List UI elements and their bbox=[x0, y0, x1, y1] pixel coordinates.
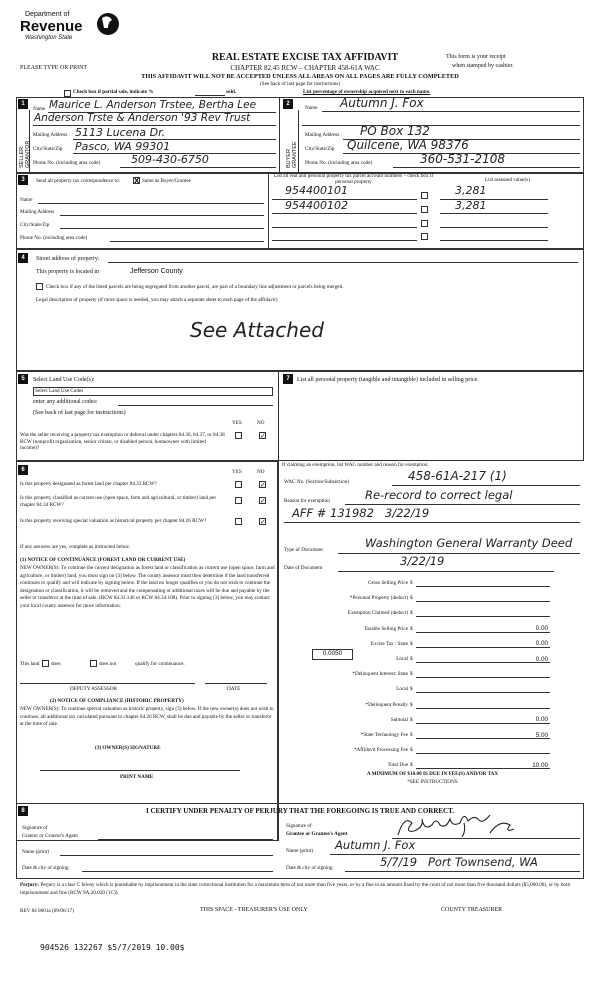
if-any-yes: If any answers are yes, complete as instructed below. bbox=[20, 544, 131, 550]
same-as-buyer-checkbox[interactable]: X bbox=[134, 177, 140, 185]
section5-no-header: NO bbox=[257, 420, 265, 426]
partial-sale-checkbox[interactable] bbox=[64, 90, 71, 97]
assessed-value-1[interactable]: 3,281 bbox=[455, 184, 487, 197]
form-number: REV 84 0001a (09/06/17) bbox=[20, 908, 74, 914]
section-5-number: 5 bbox=[18, 374, 28, 384]
tax-row-label: Excise Tax : State bbox=[370, 640, 408, 647]
parcel-header: List all real and personal property tax parcel account numbers – check box if personal property bbox=[273, 173, 434, 185]
seller-city-label: City/State/Zip bbox=[33, 146, 63, 152]
buyer-phone-label: Phone No. (including area code) bbox=[305, 160, 373, 166]
parcel-2-personal-checkbox[interactable] bbox=[421, 206, 428, 213]
owner-signature-label: (3) OWNER(S) SIGNATURE bbox=[95, 745, 161, 751]
tax-row-value[interactable]: 0.00 bbox=[535, 625, 548, 633]
tax-row-dollar: $ bbox=[410, 686, 413, 693]
segregated-checkbox[interactable] bbox=[36, 283, 43, 290]
tax-row-dollar: $ bbox=[410, 625, 413, 632]
seller-city[interactable]: Pasco, WA 99301 bbox=[75, 140, 171, 153]
tax-row-dollar: $ bbox=[410, 656, 413, 662]
segregated-label: Check box if any of the listed parcels are being segregated from another parcel, are part of a boundary line adjustment or parcels being merged. bbox=[46, 284, 344, 290]
buyer-phone[interactable]: 360-531-2108 bbox=[420, 152, 506, 166]
does-not-label: does not bbox=[99, 661, 117, 667]
tax-row-label: *Delinquent Penalty bbox=[365, 701, 408, 708]
corr-mailing-label: Mailing Address bbox=[20, 209, 55, 215]
buyer-city-label: City/State/Zip bbox=[305, 146, 335, 152]
reason-line2[interactable]: AFF # 131982 3/22/19 bbox=[292, 506, 430, 520]
treasurer-use: THIS SPACE - TREASURER'S USE ONLY bbox=[200, 907, 308, 913]
tax-row-label: *State Technology Fee bbox=[360, 732, 408, 738]
tax-row-dollar: $ bbox=[410, 595, 413, 602]
deputy-date-label: DATE bbox=[227, 686, 241, 692]
exemption-no-checkbox[interactable]: ✓ bbox=[260, 432, 266, 440]
warning-text: THIS AFFIDAVIT WILL NOT BE ACCEPTED UNLESS ALL AREAS ON ALL PAGES ARE FULLY COMPLETED bbox=[141, 73, 459, 80]
tax-row-label: Taxable Selling Price bbox=[363, 625, 408, 632]
grantee-name-label: Name (print) bbox=[286, 848, 313, 854]
forest-yes-checkbox[interactable] bbox=[235, 481, 242, 488]
please-type: PLEASE TYPE OR PRINT bbox=[20, 65, 88, 71]
tax-row-dollar: $ bbox=[410, 610, 413, 617]
tax-row-label: Subtotal bbox=[390, 716, 408, 723]
assessed-value-2[interactable]: 3,281 bbox=[455, 199, 487, 212]
tax-row-dollar: $ bbox=[410, 762, 413, 769]
qualify-label: qualify for continuance. bbox=[135, 661, 185, 667]
dor-line2: Revenue bbox=[20, 18, 83, 35]
tax-row-value[interactable]: 10.00 bbox=[532, 761, 548, 769]
print-name-label: PRINT NAME bbox=[120, 774, 154, 780]
legal-description[interactable]: See Attached bbox=[190, 318, 324, 342]
tax-row-label: Total Due bbox=[387, 762, 408, 769]
corr-phone-label: Phone No. (including area code) bbox=[20, 235, 88, 241]
seller-name-line1[interactable]: Maurice L. Anderson Trstee, Bertha Lee bbox=[49, 99, 257, 111]
section-7-number: 7 bbox=[283, 374, 293, 384]
tax-row-line bbox=[416, 601, 550, 602]
corr-name-label: Name bbox=[20, 197, 33, 203]
cashier-stamp: 904526 132267 $5/7/2019 10.00$ bbox=[40, 943, 185, 952]
county-name[interactable]: Jefferson County bbox=[130, 268, 183, 275]
parcel-number-1[interactable]: 954400101 bbox=[285, 184, 348, 197]
land-does-checkbox[interactable] bbox=[42, 660, 49, 667]
doc-date-value[interactable]: 3/22/19 bbox=[400, 554, 445, 568]
seller-mailing-label: Mailing Address bbox=[33, 132, 68, 138]
parcel-4-personal-checkbox[interactable] bbox=[421, 233, 428, 240]
perjury-title: Perjury: bbox=[20, 882, 40, 888]
seller-phone[interactable]: 509-430-6750 bbox=[131, 153, 209, 166]
tax-row-label: Exemption Claimed (deduct) bbox=[347, 610, 408, 617]
ownership-label: List percentage of ownership acquired next to each name. bbox=[303, 89, 431, 95]
forest-question: Is this property designated as forest land per chapter 84.33 RCW? bbox=[20, 481, 157, 487]
tax-row-value[interactable]: 5.00 bbox=[535, 731, 548, 739]
parcel-1-personal-checkbox[interactable] bbox=[421, 192, 428, 199]
grantor-date-label: Date & city of signing: bbox=[22, 865, 70, 871]
see-instructions-note: *SEE INSTRUCTIONS bbox=[407, 779, 458, 785]
tax-row-label: Gross Selling Price bbox=[367, 580, 408, 586]
form-chapter: CHAPTER 82.45 RCW – CHAPTER 458-61A WAC bbox=[230, 64, 380, 72]
tax-row-dollar: $ bbox=[410, 716, 413, 723]
tax-row-line bbox=[416, 753, 550, 754]
legal-description-label: Legal description of property (if more space is needed, you may attach a separate sheet to each page of the affidavit) bbox=[36, 297, 278, 303]
buyer-mailing-label: Mailing Address bbox=[305, 132, 340, 138]
grantee-date-city[interactable]: 5/7/19 Port Townsend, WA bbox=[380, 855, 538, 869]
land-does-not-checkbox[interactable] bbox=[90, 660, 97, 667]
notice-compliance-body: NEW OWNER(S): To continue special valuation as historic property, sign (3) below. If the new owner(s) does not wish to continue, all additional tax calculated pursuant to chapter 84.26 RCW, shall be due and payable by the seller or transferor at the time of sale. bbox=[20, 706, 274, 727]
tax-row-dollar: $ bbox=[410, 732, 413, 738]
tax-row-value[interactable]: 0.00 bbox=[535, 716, 548, 724]
notice-continuance-title: (1) NOTICE OF CONTINUANCE (FOREST LAND OR CURRENT USE) bbox=[20, 557, 186, 563]
tax-row-label: Local bbox=[396, 686, 408, 693]
dor-logo bbox=[20, 6, 120, 52]
grantee-date-label: Date & city of signing: bbox=[286, 865, 334, 871]
local-rate-value: 0.0050 bbox=[322, 650, 343, 657]
receipt-line1: This form is your receipt bbox=[446, 54, 506, 60]
tax-row-line bbox=[416, 708, 550, 709]
tax-row-line bbox=[416, 616, 550, 617]
grantor-sig-label-b: Grantor or Grantor's Agent bbox=[22, 833, 78, 839]
perjury-note bbox=[20, 882, 585, 897]
section5-see-back: (See back of last page for instructions) bbox=[33, 410, 126, 416]
certify-statement: I CERTIFY UNDER PENALTY OF PERJURY THAT THE FOREGOING IS TRUE AND CORRECT. bbox=[145, 807, 454, 815]
tax-row-line bbox=[416, 692, 550, 693]
street-address-label: Street address of property: bbox=[36, 256, 100, 262]
tax-row-line bbox=[416, 677, 550, 678]
buyer-name-label: Name bbox=[305, 105, 318, 111]
section-2-number: 2 bbox=[283, 99, 293, 109]
assessed-header: List assessed value(s) bbox=[485, 177, 530, 183]
land-use-label: Select Land Use Code(s): bbox=[33, 377, 95, 383]
buyer-mailing[interactable]: PO Box 132 bbox=[360, 124, 430, 138]
doc-type-value[interactable]: Washington General Warranty Deed bbox=[365, 536, 573, 550]
grantee-sig-label-c: Grantee or Grantee's Agent bbox=[286, 831, 348, 837]
additional-codes-label: enter any additional codes: bbox=[33, 399, 98, 405]
grantor-name-label: Name (print) bbox=[22, 849, 49, 855]
exemption-instructions: If claiming an exemption, list WAC number and reason for exemption: bbox=[282, 462, 429, 468]
wac-value[interactable]: 458-61A-217 (1) bbox=[408, 469, 507, 483]
grantor-sig-label-a: Signature of bbox=[22, 825, 48, 831]
corr-city-label: City/State/Zip bbox=[20, 222, 50, 228]
buyer-grantee-label: BUYER GRANTEE bbox=[286, 141, 298, 168]
exemption-yes-checkbox[interactable] bbox=[235, 432, 242, 439]
tax-row-label: *Affidavit Processing Fee bbox=[353, 747, 408, 754]
tax-row-dollar: $ bbox=[410, 580, 413, 586]
doc-type-label: Type of Document bbox=[284, 547, 323, 553]
does-label: does bbox=[51, 661, 61, 667]
forest-no-checkbox[interactable]: ✓ bbox=[260, 481, 266, 489]
dor-line3: Washington State bbox=[25, 35, 73, 41]
buyer-city[interactable]: Quilcene, WA 98376 bbox=[347, 138, 469, 152]
tax-row-dollar: $ bbox=[410, 671, 413, 678]
seller-mailing[interactable]: 5113 Lucena Dr. bbox=[75, 126, 166, 139]
section-6-number: 6 bbox=[18, 465, 28, 475]
section-8-number: 8 bbox=[18, 806, 28, 816]
land-use-select-value: Select Land Use Codes bbox=[35, 388, 84, 394]
notice-continuance-body: NEW OWNER(S): To continue the current designation as forest land or classification as current use (open space, farm and agriculture, or timber) land, you must sign on (3) below. The county assessor must then determine if the land transferred continues to qualify and will indicate by signing below. If the land no longer qualifies or you do not wish to continue the designation or classification, it will be removed and the compensating or additional taxes will be due and payable by the seller or transferor at the time of sale. (RCW 84.33.140 or RCW 84.34.108). Prior to signing (3) below, you may contact your local county assessor for more information. bbox=[20, 565, 275, 609]
current-use-no-checkbox[interactable]: ✓ bbox=[260, 497, 266, 505]
tax-row-value[interactable]: 0.00 bbox=[535, 655, 548, 663]
partial-sale-label: Check box if partial sale, indicate % bbox=[73, 89, 154, 95]
county-treasurer: COUNTY TREASURER bbox=[441, 907, 503, 913]
section-1-number: 1 bbox=[18, 99, 28, 109]
seller-name-line2[interactable]: Anderson Trste & Anderson '93 Rev Trust bbox=[34, 112, 251, 124]
personal-property-label: List all personal property (tangible and intangible) included in selling price. bbox=[297, 377, 479, 383]
current-use-question: Is this property classified as current use (open space, farm and agricultural, or timber) land per chapter 84.34 RCW? bbox=[20, 495, 217, 508]
reason-label: Reason for exemption bbox=[284, 498, 330, 504]
this-land-label: This land bbox=[20, 661, 40, 667]
tax-row-dollar: $ bbox=[410, 640, 413, 647]
tax-row-line bbox=[416, 586, 550, 587]
doc-date-label: Date of Document bbox=[284, 565, 323, 571]
tax-row-label: Local bbox=[396, 656, 408, 662]
section6-yes-header: YES bbox=[232, 469, 242, 475]
seller-grantor-label: SELLER GRANTOR bbox=[19, 140, 31, 168]
tax-row-dollar: $ bbox=[410, 747, 413, 754]
historic-yes-checkbox[interactable] bbox=[235, 518, 242, 525]
dor-line1: Department of bbox=[25, 11, 70, 18]
sold-label: sold. bbox=[226, 89, 237, 95]
seller-phone-label: Phone No. (including area code) bbox=[33, 160, 101, 166]
tax-row-label: *Delinquent Interest: State bbox=[352, 671, 408, 678]
grantee-name-print[interactable]: Autumn J. Fox bbox=[335, 838, 416, 852]
parcel-number-2[interactable]: 954400102 bbox=[285, 199, 348, 212]
historic-no-checkbox[interactable]: ✓ bbox=[260, 518, 266, 526]
minimum-due-note: A MINIMUM OF $10.00 IS DUE IN FEE(S) AND/OR TAX bbox=[366, 771, 499, 777]
tax-row-value[interactable]: 0.00 bbox=[535, 640, 548, 648]
section-4-box bbox=[16, 249, 584, 371]
section5-yes-header: YES bbox=[232, 420, 242, 426]
reason-line1[interactable]: Re-record to correct legal bbox=[365, 488, 513, 502]
buyer-name[interactable]: Autumn J. Fox bbox=[340, 96, 424, 110]
deputy-assessor-label: DEPUTY ASSESSOR bbox=[70, 686, 117, 692]
section-4-number: 4 bbox=[18, 253, 28, 263]
grantee-sig-label-a: Signature of bbox=[286, 823, 312, 829]
parcel-3-personal-checkbox[interactable] bbox=[421, 220, 428, 227]
located-in-label: This property is located in bbox=[36, 269, 99, 275]
same-as-buyer-label: Same as Buyer/Grantee bbox=[142, 178, 191, 184]
seller-name-label: Name bbox=[33, 106, 46, 112]
section6-no-header: NO bbox=[257, 469, 265, 475]
see-back-text: (See back of last page for instructions) bbox=[259, 81, 341, 87]
exemption-question: Was the seller receiving a property tax exemption or deferral under chapters 84.36, 84.37, or 84.38 RCW (nonprofit organization, senior citizen, or disabled person, homeowner with limited income)? bbox=[20, 432, 225, 451]
perjury-text: Perjury is a class C felony which is punishable by imprisonment in the state correctional institution for a maximum term of not more than five years, or by a fine in an amount fixed by the court of not more than five thousand dollars ($5,000.00), or by both imprisonment and fine (RCW 9A.20.020 (1C)). bbox=[20, 882, 571, 896]
tax-row-dollar: $ bbox=[410, 701, 413, 708]
receipt-line2: when stamped by cashier. bbox=[452, 63, 514, 69]
historic-question: Is this property receiving special valuation as historical property per chapter 84.26 RCW? bbox=[20, 518, 207, 524]
current-use-yes-checkbox[interactable] bbox=[235, 497, 242, 504]
wac-label: WAC No. (Section/Subsection) bbox=[284, 479, 349, 485]
section-3-number: 3 bbox=[18, 175, 28, 185]
send-correspondence-label: Send all property tax correspondence to: bbox=[36, 178, 120, 184]
tax-row-label: *Personal Property (deduct) bbox=[349, 595, 408, 602]
notice-compliance-title: (2) NOTICE OF COMPLIANCE (HISTORIC PROPERTY) bbox=[50, 698, 184, 704]
form-title: REAL ESTATE EXCISE TAX AFFIDAVIT bbox=[211, 52, 399, 63]
